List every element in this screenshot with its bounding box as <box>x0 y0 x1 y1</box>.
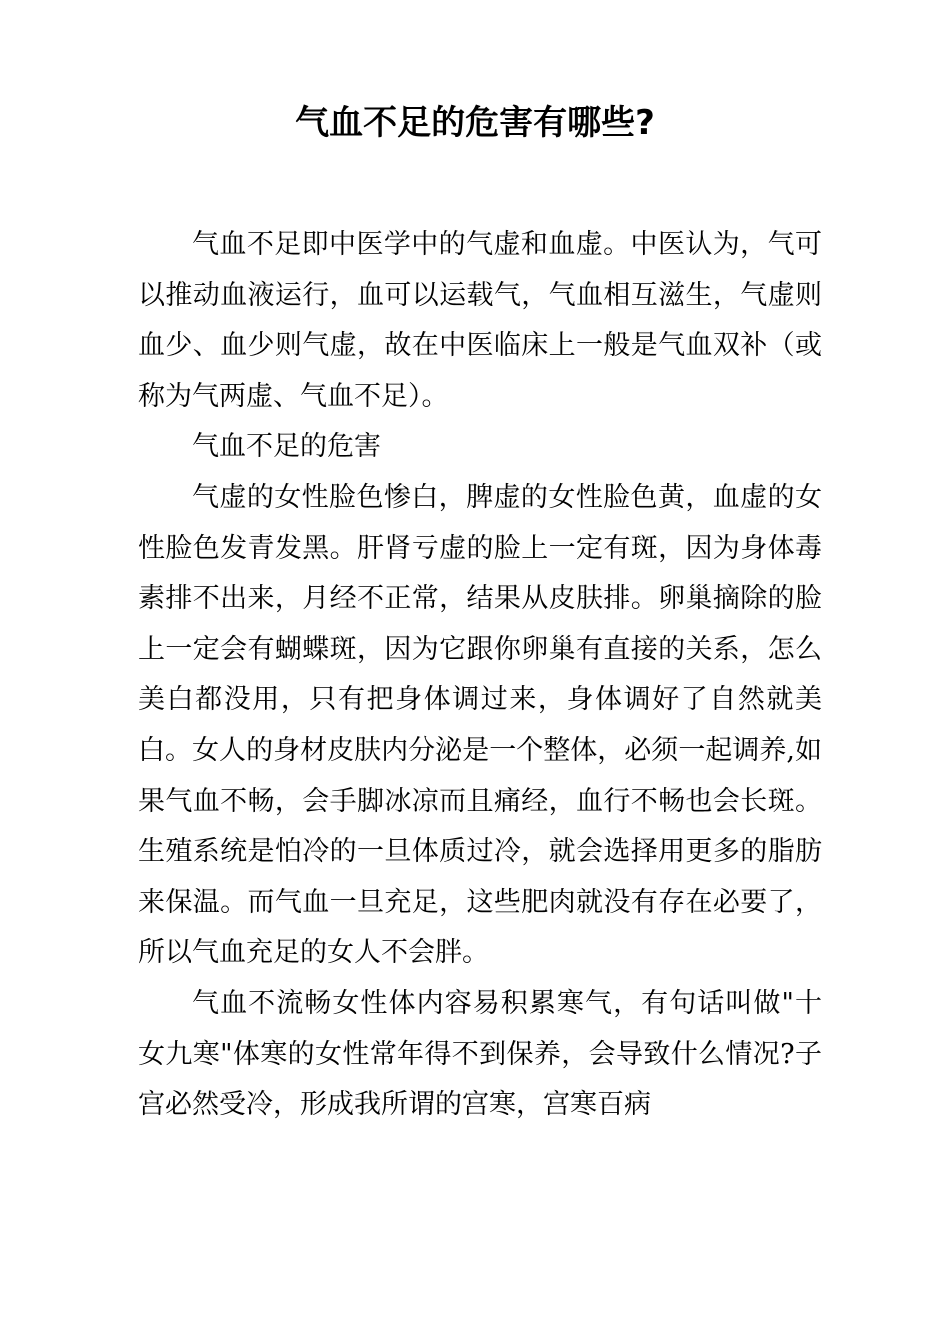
paragraph-cold: 气血不流畅女性体内容易积累寒气，有句话叫做"十女九寒"体寒的女性常年得不到保养，会导致什么情况?子宫必然受冷，形成我所谓的宫寒，宫寒百病 <box>138 987 822 1121</box>
paragraph-intro: 气血不足即中医学中的气虚和血虚。中医认为，气可以推动血液运行，血可以运载气，气血相互滋生，气虚则血少、血少则气虚，故在中医临床上一般是气血双补（或称为气两虚、气血不足）。 <box>138 229 822 412</box>
document-title: 气血不足的危害有哪些? <box>295 103 655 143</box>
paragraph-complexion: 气虚的女性脸色惨白，脾虚的女性脸色黄，血虚的女性脸色发青发黑。肝肾亏虚的脸上一定有斑，因为身体毒素排不出来，月经不正常，结果从皮肤排。卵巢摘除的脸上一定会有蝴蝶斑，因为它跟你卵巢有直接的关系，怎么美白都没用，只有把身体调过来，身体调好了自然就美白。女人的身材皮肤内分泌是一个整体，必须一起调养,如果气血不畅，会手脚冰凉而且痛经，血行不畅也会长斑。生殖系统是怕冷的一旦体质过冷，就会选择用更多的脂肪来保温。而气血一旦充足，这些肥肉就没有存在必要了，所以气血充足的女人不会胖。 <box>138 481 822 969</box>
document-body <box>138 220 822 1131</box>
paragraph-heading: 气血不足的危害 <box>192 431 381 463</box>
